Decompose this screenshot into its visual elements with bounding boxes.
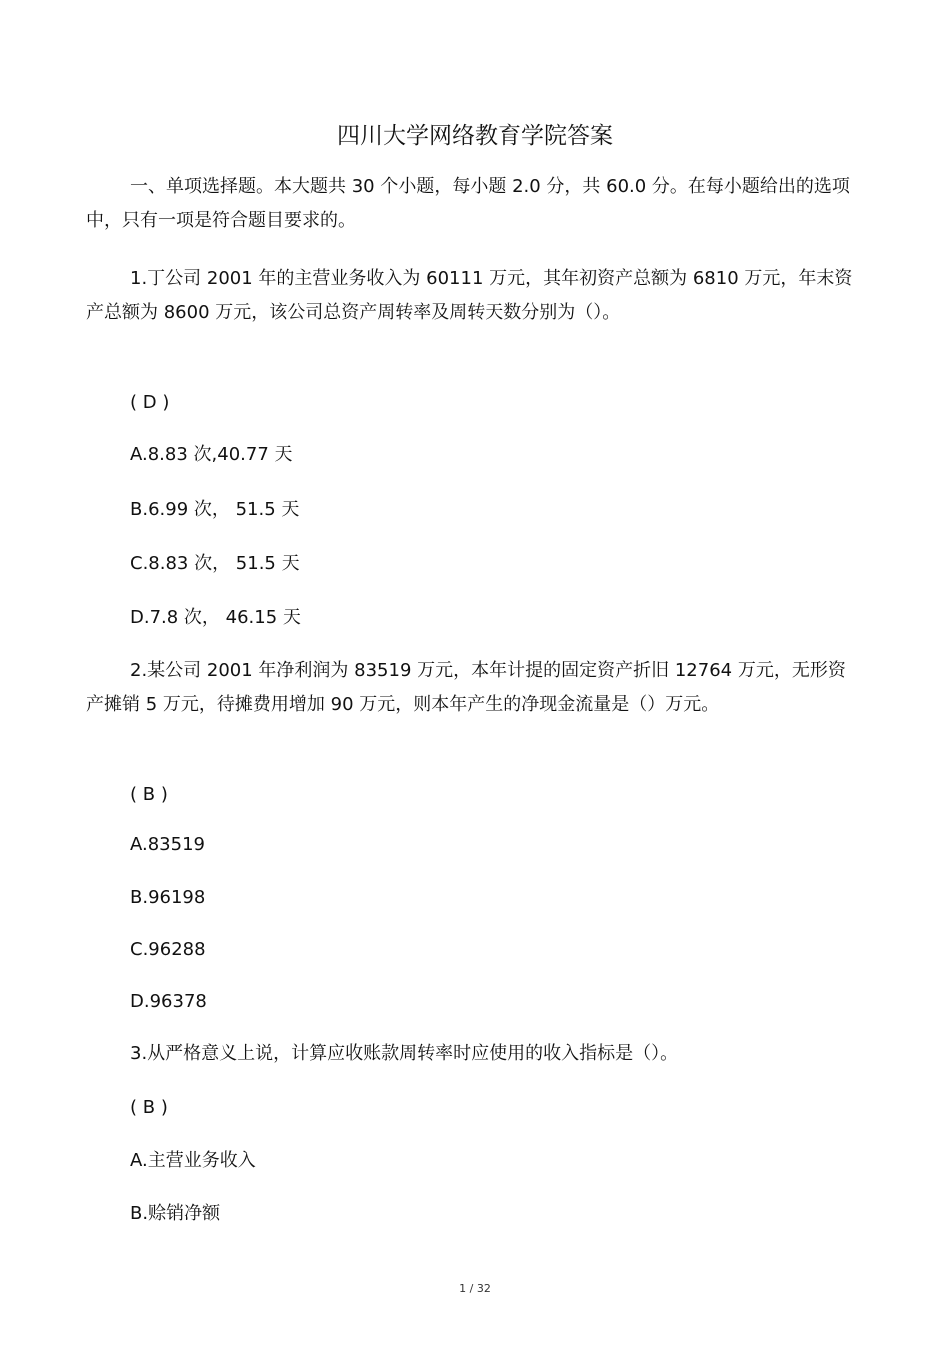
question-2-option-d: D.96378	[130, 991, 207, 1012]
document-title: 四川大学网络教育学院答案	[337, 123, 613, 149]
question-1-option-b: B.6.99 次， 51.5 天	[130, 499, 300, 520]
question-2-answer: ( B )	[130, 784, 168, 805]
question-1-stem: 1.丁公司 2001 年的主营业务收入为 60111 万元，其年初资产总额为 6810 万元，年末资产总额为 8600 万元，该公司总资产周转率及周转天数分别为（）。	[86, 268, 853, 323]
question-3-stem: 3.从严格意义上说，计算应收账款周转率时应使用的收入指标是（）。	[130, 1043, 679, 1064]
section-instructions: 一、单项选择题。本大题共 30 个小题，每小题 2.0 分，共 60.0 分。在每小题给出的选项中，只有一项是符合题目要求的。	[86, 176, 850, 231]
question-1-option-a: A.8.83 次,40.77 天	[130, 444, 293, 465]
question-3-option-b: B.赊销净额	[130, 1203, 221, 1224]
question-1-option-c: C.8.83 次， 51.5 天	[130, 553, 300, 574]
question-2-option-b: B.96198	[130, 887, 206, 908]
page-indicator: 1 / 32	[459, 1282, 491, 1295]
question-3-option-a: A.主营业务收入	[130, 1150, 256, 1171]
question-2-stem: 2.某公司 2001 年净利润为 83519 万元，本年计提的固定资产折旧 12764 万元，无形资产摊销 5 万元，待摊费用增加 90 万元，则本年产生的净现金流量是（）万元。	[86, 660, 846, 715]
question-1-option-d: D.7.8 次， 46.15 天	[130, 607, 301, 628]
question-1-answer: ( D )	[130, 392, 170, 413]
question-3-answer: ( B )	[130, 1097, 168, 1118]
question-2-option-c: C.96288	[130, 939, 206, 960]
question-2-option-a: A.83519	[130, 834, 205, 855]
